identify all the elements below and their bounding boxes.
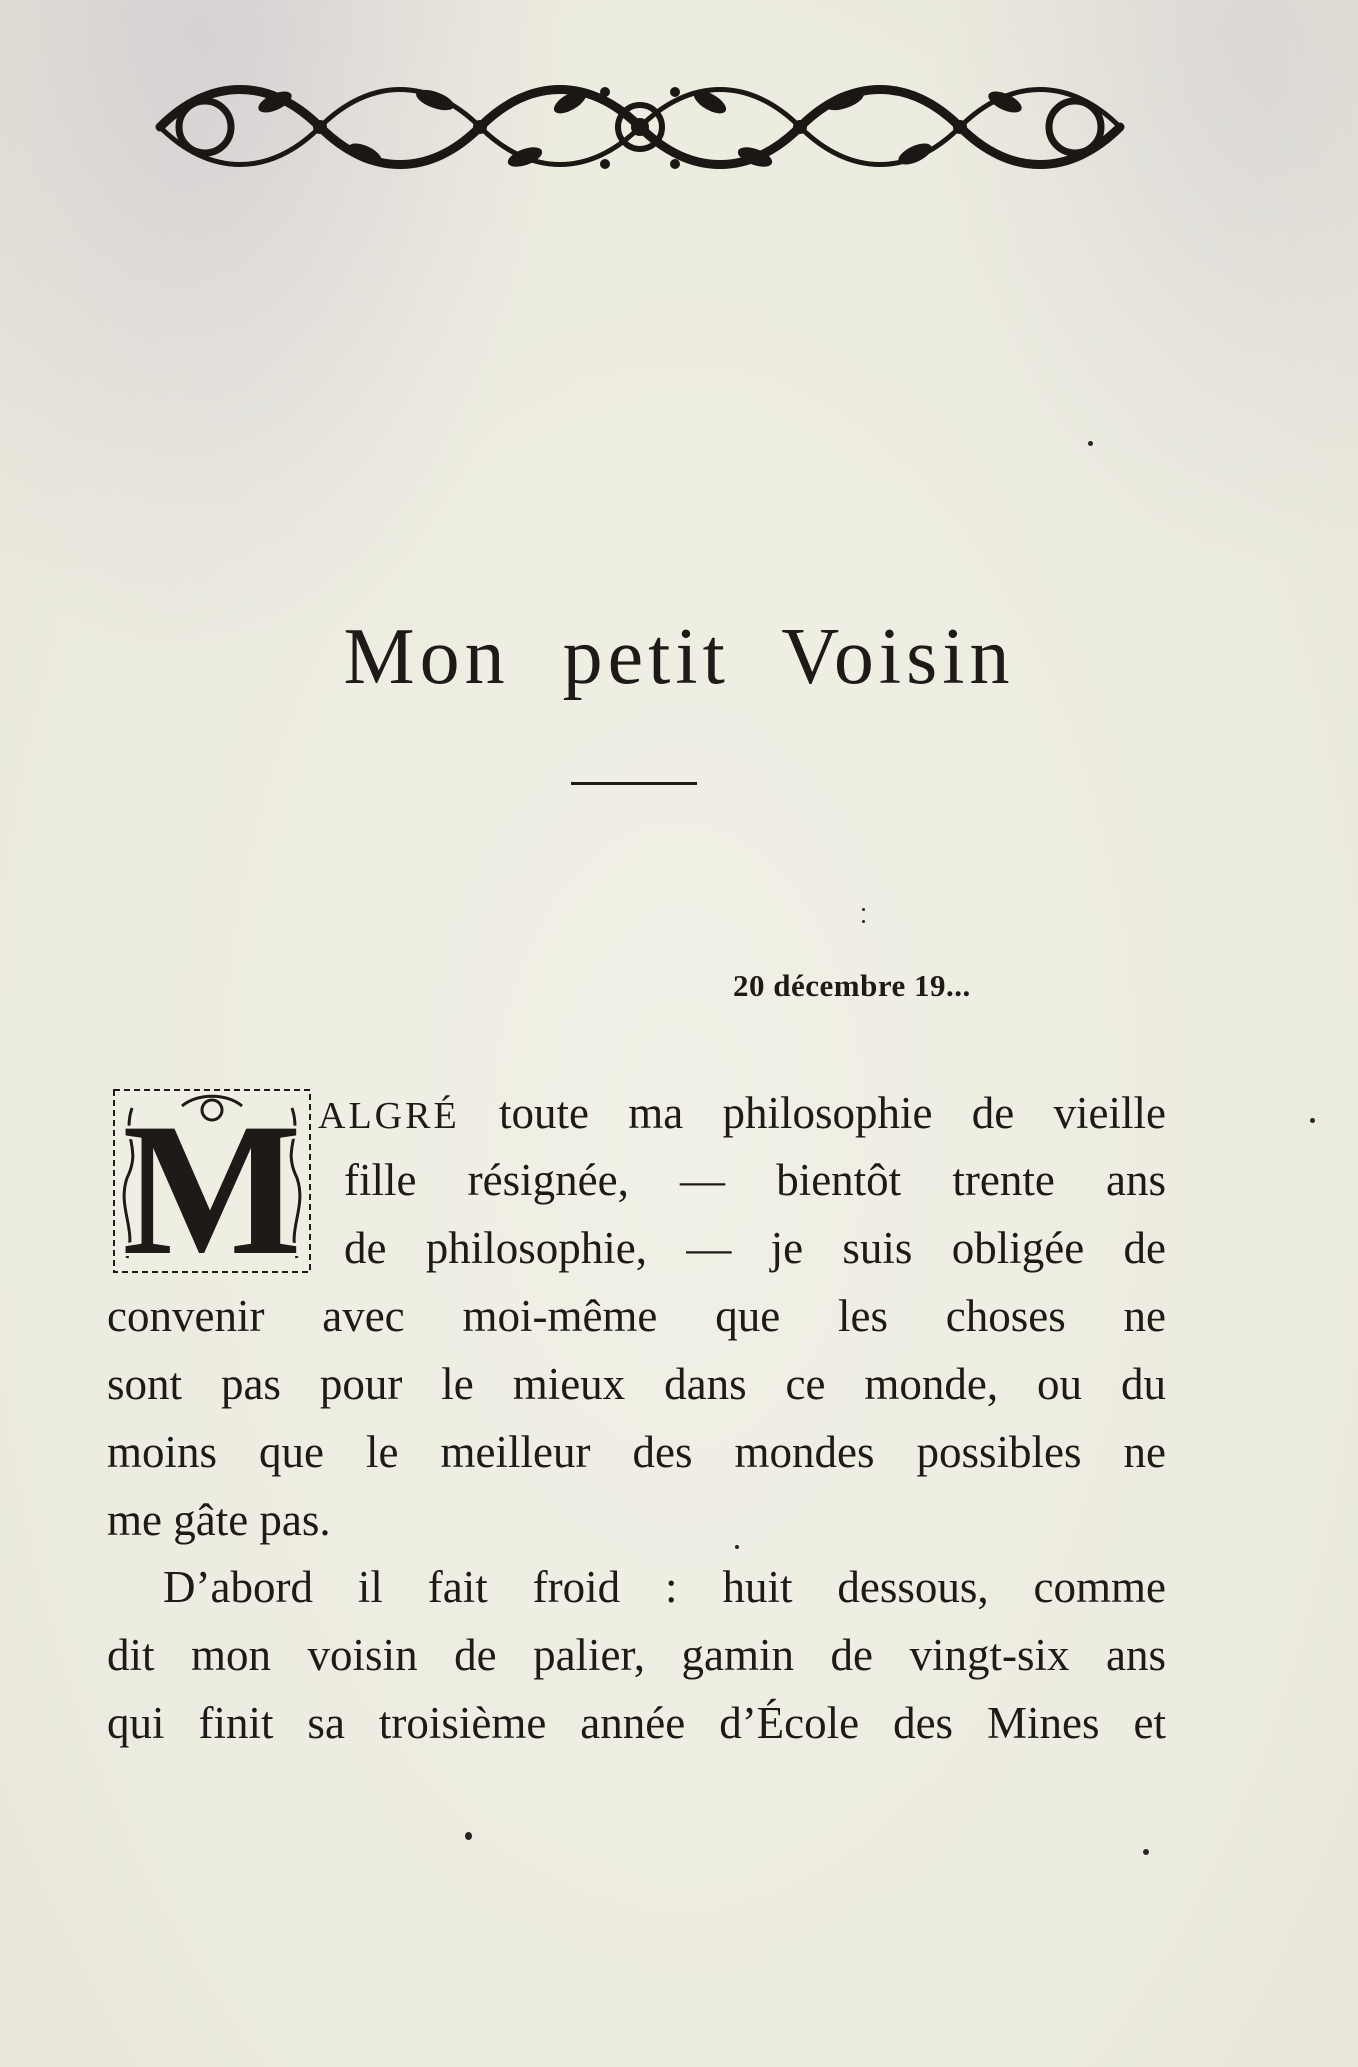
drop-cap-m-icon bbox=[112, 1088, 312, 1274]
paragraph-2-line-2: dit mon voisin de palier, gamin de vingt-six ans bbox=[107, 1630, 1166, 1680]
chapter-title: Mon petit Voisin bbox=[343, 613, 1015, 701]
paragraph-1-line-1: ALGRÉ toute ma philosophie de vieille bbox=[318, 1088, 1166, 1138]
entry-date: 20 décembre 19... bbox=[733, 968, 971, 1003]
paper-speck bbox=[1088, 441, 1093, 446]
paragraph-1-line-5: sont pas pour le mieux dans ce monde, ou du bbox=[107, 1359, 1166, 1409]
paragraph-1-line-2: fille résignée, — bientôt trente ans bbox=[344, 1155, 1166, 1205]
paragraph-1-line-6: moins que le meilleur des mondes possibles ne bbox=[107, 1427, 1166, 1477]
paper-speck bbox=[465, 1832, 472, 1840]
paragraph-1-line-3: de philosophie, — je suis obligée de bbox=[344, 1223, 1166, 1273]
paragraph-1-line-7: me gâte pas. bbox=[107, 1495, 331, 1545]
paper-speck bbox=[862, 908, 865, 911]
paper-speck bbox=[862, 920, 865, 923]
paragraph-1-line-4: convenir avec moi-même que les choses ne bbox=[107, 1291, 1166, 1341]
paper-speck bbox=[1143, 1849, 1149, 1855]
paper-speck bbox=[735, 1545, 739, 1549]
title-rule bbox=[571, 782, 697, 785]
paper-speck bbox=[1310, 1118, 1315, 1123]
floral-headpiece-icon bbox=[150, 72, 1130, 182]
paragraph-2-line-1: D’abord il fait froid : huit dessous, comme bbox=[163, 1562, 1166, 1612]
paragraph-2-line-3: qui finit sa troisième année d’École des Mines et bbox=[107, 1698, 1166, 1748]
drop-cap-letter: M bbox=[122, 1088, 302, 1274]
